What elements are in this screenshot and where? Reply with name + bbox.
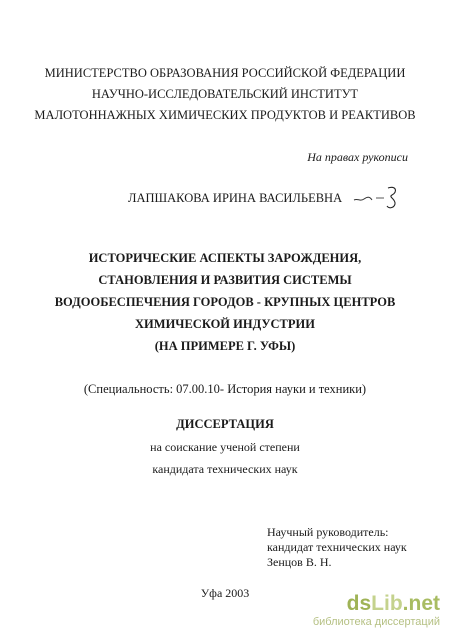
institute-subheading: МАЛОТОННАЖНЫХ ХИМИЧЕСКИХ ПРОДУКТОВ И РЕАКТИВОВ — [34, 108, 416, 122]
author-name: ЛАПШАКОВА ИРИНА ВАСИЛЬЕВНА — [128, 191, 343, 205]
handwritten-signature — [352, 183, 408, 211]
title-line-3: ВОДООБЕСПЕЧЕНИЯ ГОРОДОВ - КРУПНЫХ ЦЕНТРОВ — [54, 295, 396, 309]
specialty-line: (Специальность: 07.00.10- История науки и техники) — [83, 382, 367, 396]
dslib-watermark — [284, 592, 444, 632]
title-line-5: (НА ПРИМЕРЕ Г. УФЫ) — [154, 339, 296, 353]
advisor-name: Зенцов В. Н. — [267, 555, 332, 569]
dslib-subtitle: библиотека диссертаций — [312, 616, 440, 628]
advisor-label: Научный руководитель: — [267, 525, 389, 539]
degree-line-1: на соискание ученой степени — [150, 440, 300, 454]
degree-line-2: кандидата технических наук — [152, 462, 298, 476]
manuscript-rights-note: На правах рукописи — [307, 150, 408, 164]
title-line-2: СТАНОВЛЕНИЯ И РАЗВИТИЯ СИСТЕМЫ — [98, 273, 352, 287]
title-line-4: ХИМИЧЕСКОЙ ИНДУСТРИИ — [135, 317, 315, 331]
title-line-1: ИСТОРИЧЕСКИЕ АСПЕКТЫ ЗАРОЖДЕНИЯ, — [88, 251, 362, 265]
institute-heading: НАУЧНО-ИССЛЕДОВАТЕЛЬСКИЙ ИНСТИТУТ — [91, 87, 359, 101]
advisor-degree: кандидат технических наук — [267, 540, 407, 554]
city-year: Уфа 2003 — [200, 586, 250, 600]
ministry-heading: МИНИСТЕРСТВО ОБРАЗОВАНИЯ РОССИЙСКОЙ ФЕДЕРАЦИИ — [44, 66, 406, 80]
dslib-logo: dsLib.net — [346, 592, 440, 615]
dissertation-heading: ДИССЕРТАЦИЯ — [176, 417, 274, 431]
